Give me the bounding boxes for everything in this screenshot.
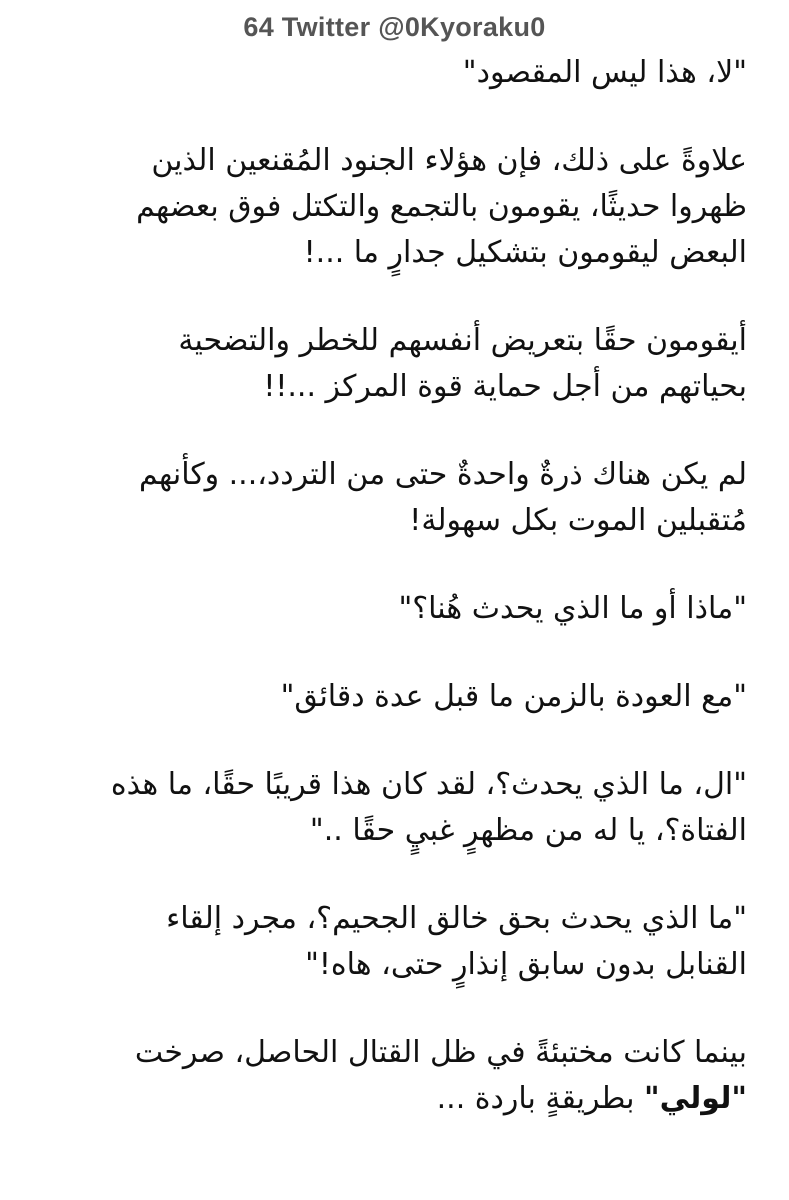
text-fragment: بطريقةٍ باردة ... xyxy=(436,1081,645,1116)
text-line: "ماذا أو ما الذي يحدث هُنا؟" xyxy=(398,591,747,626)
text-line: "ال، ما الذي يحدث؟، لقد كان هذا قريبًا حقًا، ما هذه xyxy=(110,767,747,802)
text-line: بحياتهم من أجل حماية قوة المركز ...!! xyxy=(263,369,747,404)
text-line: علاوةً على ذلك، فإن هؤلاء الجنود المُقنعين الذين xyxy=(151,143,747,178)
paragraph xyxy=(24,762,747,854)
text-line: الفتاة؟، يا له من مظهرٍ غبيٍ حقًا .." xyxy=(309,813,747,848)
paragraph xyxy=(24,1030,747,1122)
document-body xyxy=(0,50,789,1164)
text-line: أيقومون حقًا بتعريض أنفسهم للخطر والتضحية xyxy=(178,323,747,358)
paragraph xyxy=(24,586,747,632)
paragraph xyxy=(24,452,747,544)
text-line: القنابل بدون سابق إنذارٍ حتى، هاه!" xyxy=(305,947,747,982)
paragraph xyxy=(24,50,747,96)
paragraph xyxy=(24,896,747,988)
character-name: "لولي" xyxy=(644,1081,747,1116)
text-line: لم يكن هناك ذرةٌ واحدةٌ حتى من التردد،... وكأنهم xyxy=(139,457,747,492)
text-line: "ما الذي يحدث بحق خالق الجحيم؟، مجرد إلقاء xyxy=(166,901,747,936)
text-line: "مع العودة بالزمن ما قبل عدة دقائق" xyxy=(280,679,747,714)
text-line: مُتقبلين الموت بكل سهولة! xyxy=(409,503,747,538)
text-line xyxy=(24,1076,747,1122)
text-line: البعض ليقومون بتشكيل جدارٍ ما ...! xyxy=(303,235,747,270)
text-line: بينما كانت مختبئةً في ظل القتال الحاصل، صرخت xyxy=(134,1035,747,1070)
paragraph xyxy=(24,138,747,276)
text-line: ظهروا حديثًا، يقومون بالتجمع والتكتل فوق بعضهم xyxy=(136,189,747,224)
paragraph xyxy=(24,674,747,720)
text-line: "لا، هذا ليس المقصود" xyxy=(462,55,747,90)
page-header: 64 Twitter @0Kyoraku0 xyxy=(243,12,546,42)
paragraph xyxy=(24,318,747,410)
